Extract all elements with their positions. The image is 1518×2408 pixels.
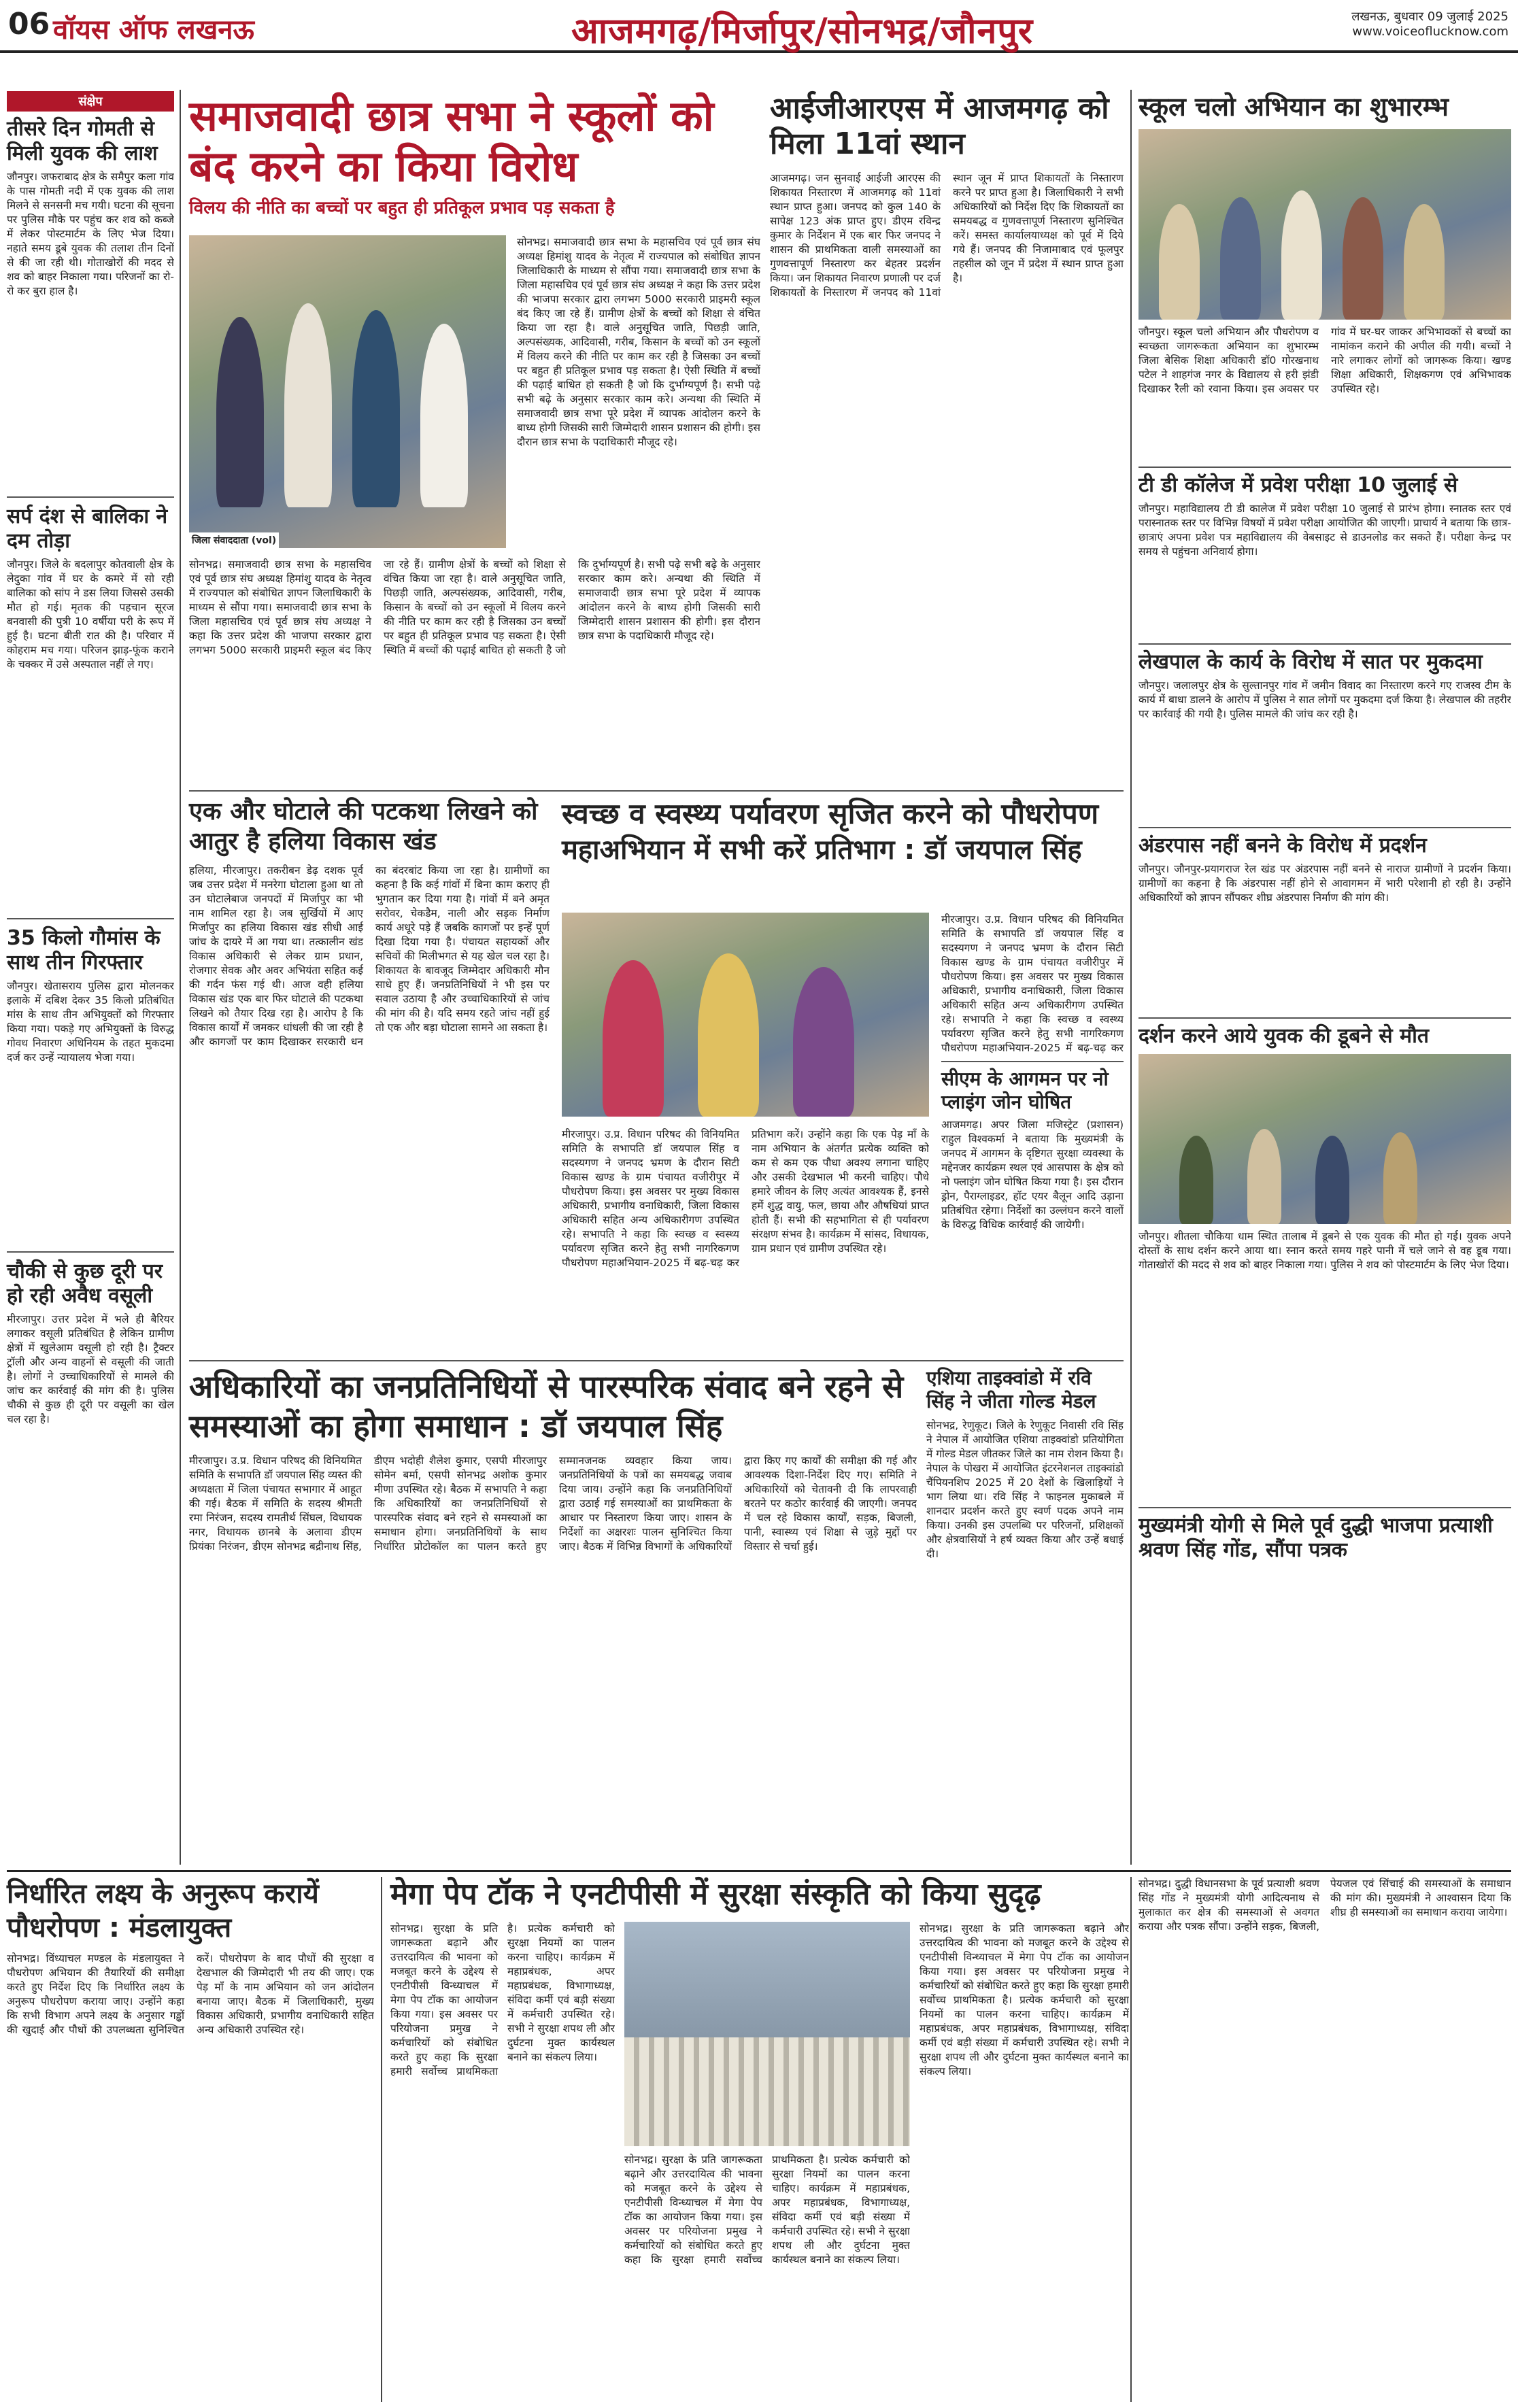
- divider: [1138, 1507, 1511, 1508]
- article-headline: एशिया ताइक्वांडो में रवि सिंह ने जीता गोल्ड मेडल: [926, 1367, 1096, 1412]
- divider: [1138, 827, 1511, 828]
- brief-headline: तीसरे दिन गोमती से मिली युवक की लाश: [7, 117, 158, 165]
- sidebar-briefs: [7, 91, 174, 1865]
- column-divider: [1130, 90, 1132, 1865]
- article-body: जौनपुर। शीतला चौकिया धाम स्थित तालाब में डूबने से एक युवक की मौत हो गई। युवक अपने दोस्तों के साथ दर्शन करने आया था। स्नान करते समय गहरे पानी में चले जाने से वह डूब गया। गोताखोरों की मदद से शव को बाहर निकाला गया। पुलिस ने शव को पोस्टमार्टम के लिए भेज दिया।: [1138, 1230, 1511, 1271]
- article-body: सोनभद्र, रेणुकूट। जिले के रेणुकूट निवासी रवि सिंह ने नेपाल में आयोजित एशिया ताइक्वांडो प्रतियोगिता में गोल्ड मेडल जीतकर जिले का नाम रोशन किया है। नेपाल के पोखरा में आयोजित इंटरनेशनल ताइक्वांडो चैंपियनशिप 2025 में 20 देशों के खिलाड़ियों ने भाग लिया था। रवि सिंह ने फाइनल मुकाबले में शानदार प्रदर्शन करते हुए स्वर्ण पदक अपने नाम किया। उनकी इस उपलब्धि पर परिजनों, प्रशिक्षकों और क्षेत्रवासियों ने हर्ष व्यक्त किया और उन्हें बधाई दी।: [926, 1419, 1124, 1560]
- article-headline: दर्शन करने आये युवक की डूबने से मौत: [1138, 1024, 1429, 1048]
- article-body: हलिया, मीरजापुर। तकरीबन डेढ़ दशक पूर्व जब उत्तर प्रदेश में मनरेगा घोटाला हुआ था तो उन घोटालेबाज जनपदों में मिर्जापुर का भी नाम शामिल रहा है। जब सुर्खियों में आए मिर्जापुर का हलिया विकास खंड सीधी आई जांच के दायरे में आ गया था। तत्कालीन खंड विकास अधिकारी से लेकर ग्राम प्रधान, रोजगार सेवक और अवर अभियंता सहित कई की गर्दन फंस गई थी। आज वही हलिया विकास खंड एक बार फिर घोटाले की पटकथा लिखने को तैयार दिख रहा है। आरोप है कि विकास कार्यों में जमकर धांधली की जा रही है और कागजों पर काम दिखाकर सरकारी धन का बंदरबांट किया जा रहा है। ग्रामीणों का कहना है कि कई गांवों में बिना काम कराए ही भुगतान कर दिया गया है। गांवों में बने अमृत सरोवर, चेकडैम, नाली और सड़क निर्माण कार्य अधूरे पड़े हैं जबकि कागजों पर इन्हें पूर्ण दिखा दिया गया है। पंचायत सहायकों और सचिवों की मिलीभगत से यह खेल चल रहा है। शिकायत के बावजूद जिम्मेदार अधिकारी मौन साधे हुए हैं। जनप्रतिनिधियों ने भी इस पर सवाल उठाया है और उच्चाधिकारियों से जांच की मांग की है। यदि समय रहते जांच नहीं हुई तो एक और बड़ा घोटाला सामने आ सकता है।: [189, 864, 550, 1048]
- article-subheadline: महाअभियान में सभी करें प्रतिभाग : डॉ जयपाल सिंह: [562, 834, 1082, 866]
- article-headline: मेगा पेप टॉक ने एनटीपीसी में सुरक्षा संस्कृति को किया सुदृढ़: [390, 1877, 1041, 1912]
- divider: [7, 1870, 1511, 1872]
- article-body: आजमगढ़। जन सुनवाई आईजी आरएस की शिकायत निस्तारण में आजमगढ़ को 11वां स्थान प्राप्त हुआ। जनपद को कुल 140 के सापेक्ष 123 अंक प्राप्त हुए। डीएम रविन्द्र कुमार के निर्देशन में एक बार फिर जनपद ने शासन की प्राथमिकता वाली समस्याओं का गुणवत्तापूर्ण निस्तारण कर बेहतर प्रदर्शन किया। जन शिकायत निवारण प्रणाली पर दर्ज शिकायतों के निस्तारण में जनपद को 11वां स्थान जून में प्राप्त शिकायतों के निस्तारण करने पर प्राप्त हुआ है। जिलाधिकारी ने सभी अधिकारियों को निर्देश दिए कि शिकायतों का समयबद्ध व गुणवत्तापूर्ण निस्तारण सुनिश्चित करें। समस्त कार्यालयाध्यक्ष को पूर्व में दिये गये हैं। जनपद की निजामाबाद एवं फूलपुर तहसील को जून में प्रदेश में स्थान प्राप्त हुआ है।: [770, 172, 1124, 299]
- dateline: [1351, 10, 1508, 39]
- article-headline: टी डी कॉलेज में प्रवेश परीक्षा 10 जुलाई से: [1138, 473, 1458, 497]
- brief-headline: 35 किलो गौमांस के साथ तीन गिरफ्तार: [7, 926, 161, 974]
- article-photo: [1138, 1054, 1511, 1224]
- article-headline: लेखपाल के कार्य के विरोध में सात पर मुकदमा: [1138, 650, 1483, 674]
- brief-headline: चौकी से कुछ दूरी पर हो रही अवैध वसूली: [7, 1259, 163, 1308]
- article-headline: समाजवादी छात्र सभा ने स्कूलों को बंद करने का किया विरोध: [189, 91, 714, 191]
- divider: [1138, 643, 1511, 645]
- article-subheadline: विलय की नीति का बच्चों पर बहुत ही प्रतिकूल प्रभाव पड़ सकता है: [189, 198, 615, 218]
- article-body: मीरजापुर। उ.प्र. विधान परिषद की विनियमित समिति के सभापति डॉ जयपाल सिंह व सदस्यगण ने जनपद भ्रमण के दौरान सिटी विकास खण्ड के ग्राम पंचायत वजीरीपुर में पौधरोपण किया। इस अवसर पर मुख्य विकास अधिकारी, प्रभागीय वनाधिकारी, जिला विकास अधिकारी सहित अन्य अधिकारीगण उपस्थित रहे। सभापति ने कहा कि स्वच्छ व स्वस्थ्य पर्यावरण सृजित करने हेतु सभी नागरिकगण पौधरोपण महाअभियान-2025 में बढ़-चढ़ कर प्रतिभाग करें। उन्होंने कहा कि एक पेड़ माँ के नाम अभियान के अंतर्गत प्रत्येक व्यक्ति को कम से कम एक पौधा अवश्य लगाना चाहिए और उसकी देखभाल भी करनी चाहिए। पौधे हमारे जीवन के लिए अत्यंत आवश्यक हैं, इनसे हमें शुद्ध वायु, फल, छाया और औषधियां प्राप्त होती हैं। सभी की सहभागिता से ही पर्यावरण संरक्षण संभव है। कार्यक्रम में सांसद, विधायक, ग्राम प्रधान एवं ग्रामीण उपस्थित रहे।: [562, 1128, 929, 1269]
- article-body: सोनभद्र। सुरक्षा के प्रति जागरूकता बढ़ाने और उत्तरदायित्व की भावना को मजबूत करने के उद्देश्य से एनटीपीसी विन्ध्याचल में मेगा पेप टॉक का आयोजन किया गया। इस अवसर पर परियोजना प्रमुख ने कर्मचारियों को संबोधित करते हुए कहा कि सुरक्षा हमारी सर्वोच्च प्राथमिकता है। प्रत्येक कर्मचारी को सुरक्षा नियमों का पालन करना चाहिए। कार्यक्रम में महाप्रबंधक, अपर महाप्रबंधक, विभागाध्यक्ष, संविदा कर्मी एवं बड़ी संख्या में कर्मचारी उपस्थित रहे। सभी ने सुरक्षा शपथ ली और दुर्घटना मुक्त कार्यस्थल बनाने का संकल्प लिया।: [390, 1922, 615, 2078]
- article-body: मीरजापुर। उ.प्र. विधान परिषद की विनियमित समिति के सभापति डॉ जयपाल सिंह व सदस्यगण ने जनपद भ्रमण के दौरान सिटी विकास खण्ड के ग्राम पंचायत वजीरीपुर में पौधरोपण किया। इस अवसर पर मुख्य विकास अधिकारी, प्रभागीय वनाधिकारी, जिला विकास अधिकारी सहित अन्य अधिकारीगण उपस्थित रहे। सभापति ने कहा कि स्वच्छ व स्वस्थ्य पर्यावरण सृजित करने हेतु सभी नागरिकगण पौधरोपण महाअभियान-2025 में बढ़-चढ़ कर: [941, 913, 1124, 1054]
- article-headline: स्वच्छ व स्वस्थ्य पर्यावरण सृजित करने को पौधरोपण: [562, 797, 1099, 830]
- brief-text: जौनपुर। जफराबाद क्षेत्र के समैपुर कला गांव के पास गोमती नदी में एक युवक की लाश मिलने से सनसनी मच गयी। घटना की सूचना पर पुलिस मौके पर पहुंच कर शव को कब्जे में लेकर पोस्टमार्टम के लिए भेज दिया। नहाते समय डूबे युवक की तलाश तीन दिनों से की जा रही थी। गोताखोरों की मदद से शव को बाहर निकाला गया। परिजनों का रो-रो कर बुरा हाल है।: [7, 171, 174, 297]
- article-photo: [624, 1922, 910, 2146]
- article-body: जौनपुर। जलालपुर क्षेत्र के सुल्तानपुर गांव में जमीन विवाद का निस्तारण करने गए राजस्व टीम के कार्य में बाधा डालने के आरोप में पुलिस ने सात लोगों पर मुकदमा दर्ज किया है। लेखपाल की तहरीर पर कार्रवाई की गयी है। पुलिस मामले की जांच कर रही है।: [1138, 679, 1511, 720]
- brief-text: मीरजापुर। उत्तर प्रदेश में भले ही बैरियर लगाकर वसूली प्रतिबंधित है लेकिन ग्रामीण क्षेत्रों में खुलेआम वसूली हो रही है। ट्रैक्टर ट्रॉली और अन्य वाहनों से वसूली की जाती है। लोगों ने उच्चाधिकारियों से मामले की जांच कर कार्रवाई की मांग की है। पुलिस चौकी से कुछ ही दूरी पर वसूली का खेल चल रहा है।: [7, 1313, 174, 1425]
- article-body: जौनपुर। स्कूल चलो अभियान और पौधरोपण व स्वच्छता जागरूकता अभियान का शुभारम्भ जिला बेसिक शिक्षा अधिकारी डॉ0 गोरखनाथ पटेल ने शाहगंज नगर के विद्यालय से हरी झंडी दिखाकर रैली को रवाना किया। इस अवसर पर गांव में घर-घर जाकर अभिभावकों से बच्चों का नामांकन कराने की अपील की गयी। बच्चों ने नारे लगाकर लोगों को जागरूक किया। खण्ड शिक्षा अधिकारी, शिक्षकगण एवं अभिभावक उपस्थित रहे।: [1138, 326, 1511, 395]
- article-headline: स्कूल चलो अभियान का शुभारम्भ: [1138, 92, 1449, 122]
- brief-headline: सर्प दंश से बालिका ने दम तोड़ा: [7, 505, 168, 553]
- article-headline: निर्धारित लक्ष्य के अनुरूप करायें पौधरोपण : मंडलायुक्त: [7, 1878, 319, 1944]
- divider: [1138, 467, 1511, 468]
- article-body: सोनभद्र। समाजवादी छात्र सभा के महासचिव एवं पूर्व छात्र संघ अध्यक्ष हिमांशु यादव के नेतृत्व में राज्यपाल को संबोधित ज्ञापन जिलाधिकारी के माध्यम से सौंपा गया। समाजवादी छात्र सभा के जिला महासचिव एवं पूर्व छात्र संघ अध्यक्ष ने कहा कि उत्तर प्रदेश की भाजपा सरकार द्वारा लगभग 5000 सरकारी प्राइमरी स्कूल बंद किए जा रहे हैं। ग्रामीण क्षेत्रों के बच्चों को शिक्षा से वंचित किया जा रहा है। वाले अनुसूचित जाति, पिछड़ी जाति, अल्पसंख्यक, आदिवासी, गरीब, किसान के बच्चों को उन स्कूलों में विलय करने की नीति पर काम कर रही है जिसका उन बच्चों पर बहुत ही प्रतिकूल प्रभाव पड़ सकता है। ऐसी स्थिति में बच्चों की पढ़ाई बाधित हो सकती है जो कि दुर्भाग्यपूर्ण है। सभी पढ़े सभी बढ़े के अनुसार सरकार काम करे। अन्यथा की स्थिति में समाजवादी छात्र सभा पूरे प्रदेश में व्यापक आंदोलन करने के बाध्य होगी जिसकी सारी जिम्मेदारी शासन प्रशासन की होगी। इस दौरान छात्र सभा के पदाधिकारी मौजूद रहे।: [517, 236, 760, 448]
- article-photo: [562, 913, 929, 1117]
- article-headline: आईजीआरएस में आजमगढ़ को मिला 11वां स्थान: [770, 91, 1109, 161]
- article-paudharopan: [562, 797, 1124, 1355]
- article-body: सोनभद्र। दुद्धी विधानसभा के पूर्व प्रत्याशी श्रवण सिंह गोंड ने मुख्यमंत्री योगी आदित्यनाथ से मुलाकात कर क्षेत्र की समस्याओं से अवगत कराया और पत्रक सौंपा। उन्होंने सड़क, बिजली, पेयजल एवं सिंचाई की समस्याओं के समाधान की मांग की। मुख्यमंत्री ने आश्वासन दिया कि शीघ्र ही समस्याओं का समाधान कराया जायेगा।: [1138, 1878, 1511, 1933]
- brief-text: जौनपुर। जिले के बदलापुर कोतवाली क्षेत्र के लेदुका गांव में घर के कमरे में सो रही बालिका को सांप ने डस लिया जिससे उसकी मौत हो गई। मृतक की पहचान सूरज बनवासी की पुत्री 10 वर्षीया परी के रूप में हुई है। घटना बीती रात की है। परिवार में कोहराम मच गया। परिजन झाड़-फूंक कराने के चक्कर में उसे अस्पताल नहीं ले गए।: [7, 558, 174, 671]
- divider: [189, 1360, 1124, 1361]
- column-divider: [381, 1877, 382, 2402]
- divider: [7, 496, 174, 498]
- website-link[interactable]: www.voiceoflucknow.com: [1352, 24, 1508, 39]
- article-headline: अंडरपास नहीं बनने के विरोध में प्रदर्शन: [1138, 834, 1427, 858]
- paper-name: वॉयस ऑफ लखनऊ: [53, 14, 254, 46]
- article-samvad: [189, 1367, 917, 1863]
- article-photo: [189, 235, 506, 548]
- divider: [1138, 1017, 1511, 1019]
- article-mandal-lakshya: [7, 1877, 374, 2402]
- article-igrs: [770, 91, 1124, 785]
- article-body: मीरजापुर। उ.प्र. विधान परिषद की विनियमित समिति के सभापति डॉ जयपाल सिंह व्यस्त की अध्यक्षता में जिला पंचायत सभागार में आहूत की गई। बैठक में समिति के सदस्य श्रीमती रमा निरंजन, सदस्य रामतीर्थ सिंघल, विधायक नगर, विधायक छानबे के अलावा डीएम प्रियंका निरंजन, डीएम सोनभद्र बद्रीनाथ सिंह, डीएम भदोही शैलेश कुमार, एसपी मीरजापुर सोमेन बर्मा, एसपी सोनभद्र अशोक कुमार मीणा उपस्थित रहे। बैठक में सभापति ने कहा कि अधिकारियों का जनप्रतिनिधियों से पारस्परिक संवाद बने रहने से समस्याओं का समाधान होगा। जनप्रतिनिधियों के साथ निर्धारित प्रोटोकॉल का पालन करते हुए सम्मानजनक व्यवहार किया जाय। जनप्रतिनिधियों के पत्रों का समयबद्ध जवाब दिया जाय। उन्होंने कहा कि जनप्रतिनिधियों द्वारा उठाई गई समस्याओं का प्राथमिकता के आधार पर निस्तारण किया जाए। शासन के निर्देशों का अक्षरशः पालन सुनिश्चित किया जाए। बैठक में विभिन्न विभागों के अधिकारियों द्वारा किए गए कार्यों की समीक्षा की गई और आवश्यक दिशा-निर्देश दिए गए। समिति ने अधिकारियों को चेतावनी दी कि लापरवाही बरतने पर कठोर कार्रवाई की जाएगी। जनपद में चल रहे विकास कार्यों, सड़क, बिजली, पानी, स्वास्थ्य एवं शिक्षा से जुड़े मुद्दों पर विस्तार से चर्चा हुई।: [189, 1455, 917, 1553]
- right-column: [1138, 91, 1511, 1865]
- sidebar-label: संक्षेप: [7, 91, 174, 112]
- article-body: जौनपुर। जौनपुर-प्रयागराज रेल खंड पर अंडरपास नहीं बनने से नाराज ग्रामीणों ने प्रदर्शन किया। ग्रामीणों का कहना है कि अंडरपास नहीं होने से आवागमन में भारी परेशानी हो रही है। उन्होंने अधिकारियों को ज्ञापन सौंपकर शीघ्र अंडरपास निर्माण की मांग की।: [1138, 863, 1511, 904]
- page-number: 06: [8, 7, 50, 41]
- article-headline: एक और घोटाले की पटकथा लिखने को आतुर है हलिया विकास खंड: [189, 798, 538, 855]
- article-taekwondo: [926, 1367, 1124, 1863]
- divider: [941, 1061, 1124, 1062]
- divider: [7, 918, 174, 919]
- article-headline: अधिकारियों का जनप्रतिनिधियों से पारस्परिक संवाद बने रहने से समस्याओं का होगा समाधान : डॉ जयपाल सिंह: [189, 1368, 904, 1444]
- article-body-continued: सोनभद्र। सुरक्षा के प्रति जागरूकता बढ़ाने और उत्तरदायित्व की भावना को मजबूत करने के उद्देश्य से एनटीपीसी विन्ध्याचल में मेगा पेप टॉक का आयोजन किया गया। इस अवसर पर परियोजना प्रमुख ने कर्मचारियों को संबोधित करते हुए कहा कि सुरक्षा हमारी सर्वोच्च प्राथमिकता है। प्रत्येक कर्मचारी को सुरक्षा नियमों का पालन करना चाहिए। कार्यक्रम में महाप्रबंधक, अपर महाप्रबंधक, विभागाध्यक्ष, संविदा कर्मी एवं बड़ी संख्या में कर्मचारी उपस्थित रहे। सभी ने सुरक्षा शपथ ली और दुर्घटना मुक्त कार्यस्थल बनाने का संकल्प लिया।: [624, 2154, 910, 2266]
- date-text: लखनऊ, बुधवार 09 जुलाई 2025: [1351, 10, 1508, 24]
- article-cm-no-flying: [941, 913, 1124, 1352]
- photo-caption: जिला संवाददाता (vol): [189, 532, 279, 548]
- article-body-continued: सोनभद्र। समाजवादी छात्र सभा के महासचिव एवं पूर्व छात्र संघ अध्यक्ष हिमांशु यादव के नेतृत्व में राज्यपाल को संबोधित ज्ञापन जिलाधिकारी के माध्यम से सौंपा गया। समाजवादी छात्र सभा के जिला महासचिव एवं पूर्व छात्र संघ अध्यक्ष ने कहा कि उत्तर प्रदेश की भाजपा सरकार द्वारा लगभग 5000 सरकारी प्राइमरी स्कूल बंद किए जा रहे हैं। ग्रामीण क्षेत्रों के बच्चों को शिक्षा से वंचित किया जा रहा है। वाले अनुसूचित जाति, पिछड़ी जाति, अल्पसंख्यक, आदिवासी, गरीब, किसान के बच्चों को उन स्कूलों में विलय करने की नीति पर काम कर रही है जिसका उन बच्चों पर बहुत ही प्रतिकूल प्रभाव पड़ सकता है। ऐसी स्थिति में बच्चों की पढ़ाई बाधित हो सकती है जो कि दुर्भाग्यपूर्ण है। सभी पढ़े सभी बढ़े के अनुसार सरकार काम करे। अन्यथा की स्थिति में समाजवादी छात्र सभा पूरे प्रदेश में व्यापक आंदोलन करने के बाध्य होगी जिसकी सारी जिम्मेदारी शासन प्रशासन की होगी। इस दौरान छात्र सभा के पदाधिकारी मौजूद रहे।: [189, 558, 760, 656]
- column-divider: [180, 90, 181, 1865]
- article-helia-ghotala: [189, 797, 550, 1355]
- article-photo: [1138, 129, 1511, 320]
- column-divider: [1130, 1877, 1132, 2402]
- divider: [189, 790, 1124, 792]
- article-headline: मुख्यमंत्री योगी से मिले पूर्व दुद्धी भाजपा प्रत्याशी श्रवण सिंह गोंड, सौंपा पत्रक: [1138, 1514, 1493, 1562]
- masthead: [0, 0, 1518, 53]
- divider: [7, 1251, 174, 1253]
- article-chhatra-sabha: [189, 91, 760, 785]
- article-body: आजमगढ़। अपर जिला मजिस्ट्रेट (प्रशासन) राहुल विश्वकर्मा ने बताया कि मुख्यमंत्री के जनपद में आगमन के दृष्टिगत सुरक्षा व्यवस्था के मद्देनजर कार्यक्रम स्थल एवं आसपास के क्षेत्र को नो फ्लाइंग जोन घोषित किया गया है। इस दौरान ड्रोन, पैराग्लाइडर, हॉट एयर बैलून आदि उड़ाना प्रतिबंधित रहेगा। निर्देशों का उल्लंघन करने वालों के विरुद्ध विधिक कार्रवाई की जायेगी।: [941, 1119, 1124, 1231]
- article-headline: सीएम के आगमन पर नो प्लाइंग जोन घोषित: [941, 1068, 1109, 1113]
- article-mega-pep-talk: [390, 1877, 1129, 2402]
- article-body: जौनपुर। महाविद्यालय टी डी कालेज में प्रवेश परीक्षा 10 जुलाई से प्रारंभ होगा। स्नातक स्तर एवं परास्नातक स्तर पर विभिन्न विषयों में प्रवेश परीक्षा आयोजित की जाएगी। प्राचार्य ने बताया कि छात्र-छात्राएं अपना प्रवेश पत्र महाविद्यालय की वेबसाइट से डाउनलोड कर सकते हैं। परीक्षा केन्द्र पर समय से पहुंचना अनिवार्य होगा।: [1138, 503, 1511, 558]
- brief-text: जौनपुर। खेतासराय पुलिस द्वारा मोलनकर इलाके में दबिश देकर 35 किलो प्रतिबंधित मांस के साथ तीन अभियुक्तों को गिरफ्तार किया गया। पकड़े गए अभियुक्तों के विरुद्ध गोवध निवारण अधिनियम के तहत मुकदमा दर्ज कर उन्हें न्यायालय भेजा गया।: [7, 980, 174, 1064]
- article-body-continued: सोनभद्र। सुरक्षा के प्रति जागरूकता बढ़ाने और उत्तरदायित्व की भावना को मजबूत करने के उद्देश्य से एनटीपीसी विन्ध्याचल में मेगा पेप टॉक का आयोजन किया गया। इस अवसर पर परियोजना प्रमुख ने कर्मचारियों को संबोधित करते हुए कहा कि सुरक्षा हमारी सर्वोच्च प्राथमिकता है। प्रत्येक कर्मचारी को सुरक्षा नियमों का पालन करना चाहिए। कार्यक्रम में महाप्रबंधक, अपर महाप्रबंधक, विभागाध्यक्ष, संविदा कर्मी एवं बड़ी संख्या में कर्मचारी उपस्थित रहे। सभी ने सुरक्षा शपथ ली और दुर्घटना मुक्त कार्यस्थल बनाने का संकल्प लिया।: [920, 1922, 1129, 2078]
- region-title: आजमगढ़/मिर्जापुर/सोनभद्र/जौनपुर: [571, 11, 1034, 52]
- article-body: सोनभद्र। विंध्याचल मण्डल के मंडलायुक्त ने पौधरोपण अभियान की तैयारियों की समीक्षा करते हुए निर्देश दिए कि निर्धारित लक्ष्य के अनुरूप पौधरोपण कराया जाए। उन्होंने कहा कि सभी विभाग अपने लक्ष्य के अनुसार गड्ढों की खुदाई और पौधों की उपलब्धता सुनिश्चित करें। पौधरोपण के बाद पौधों की सुरक्षा व देखभाल की जिम्मेदारी भी तय की जाए। एक पेड़ माँ के नाम अभियान को जन आंदोलन बनाया जाए। बैठक में जिलाधिकारी, मुख्य विकास अधिकारी, प्रभागीय वनाधिकारी सहित अन्य अधिकारी उपस्थित रहे।: [7, 1952, 374, 2036]
